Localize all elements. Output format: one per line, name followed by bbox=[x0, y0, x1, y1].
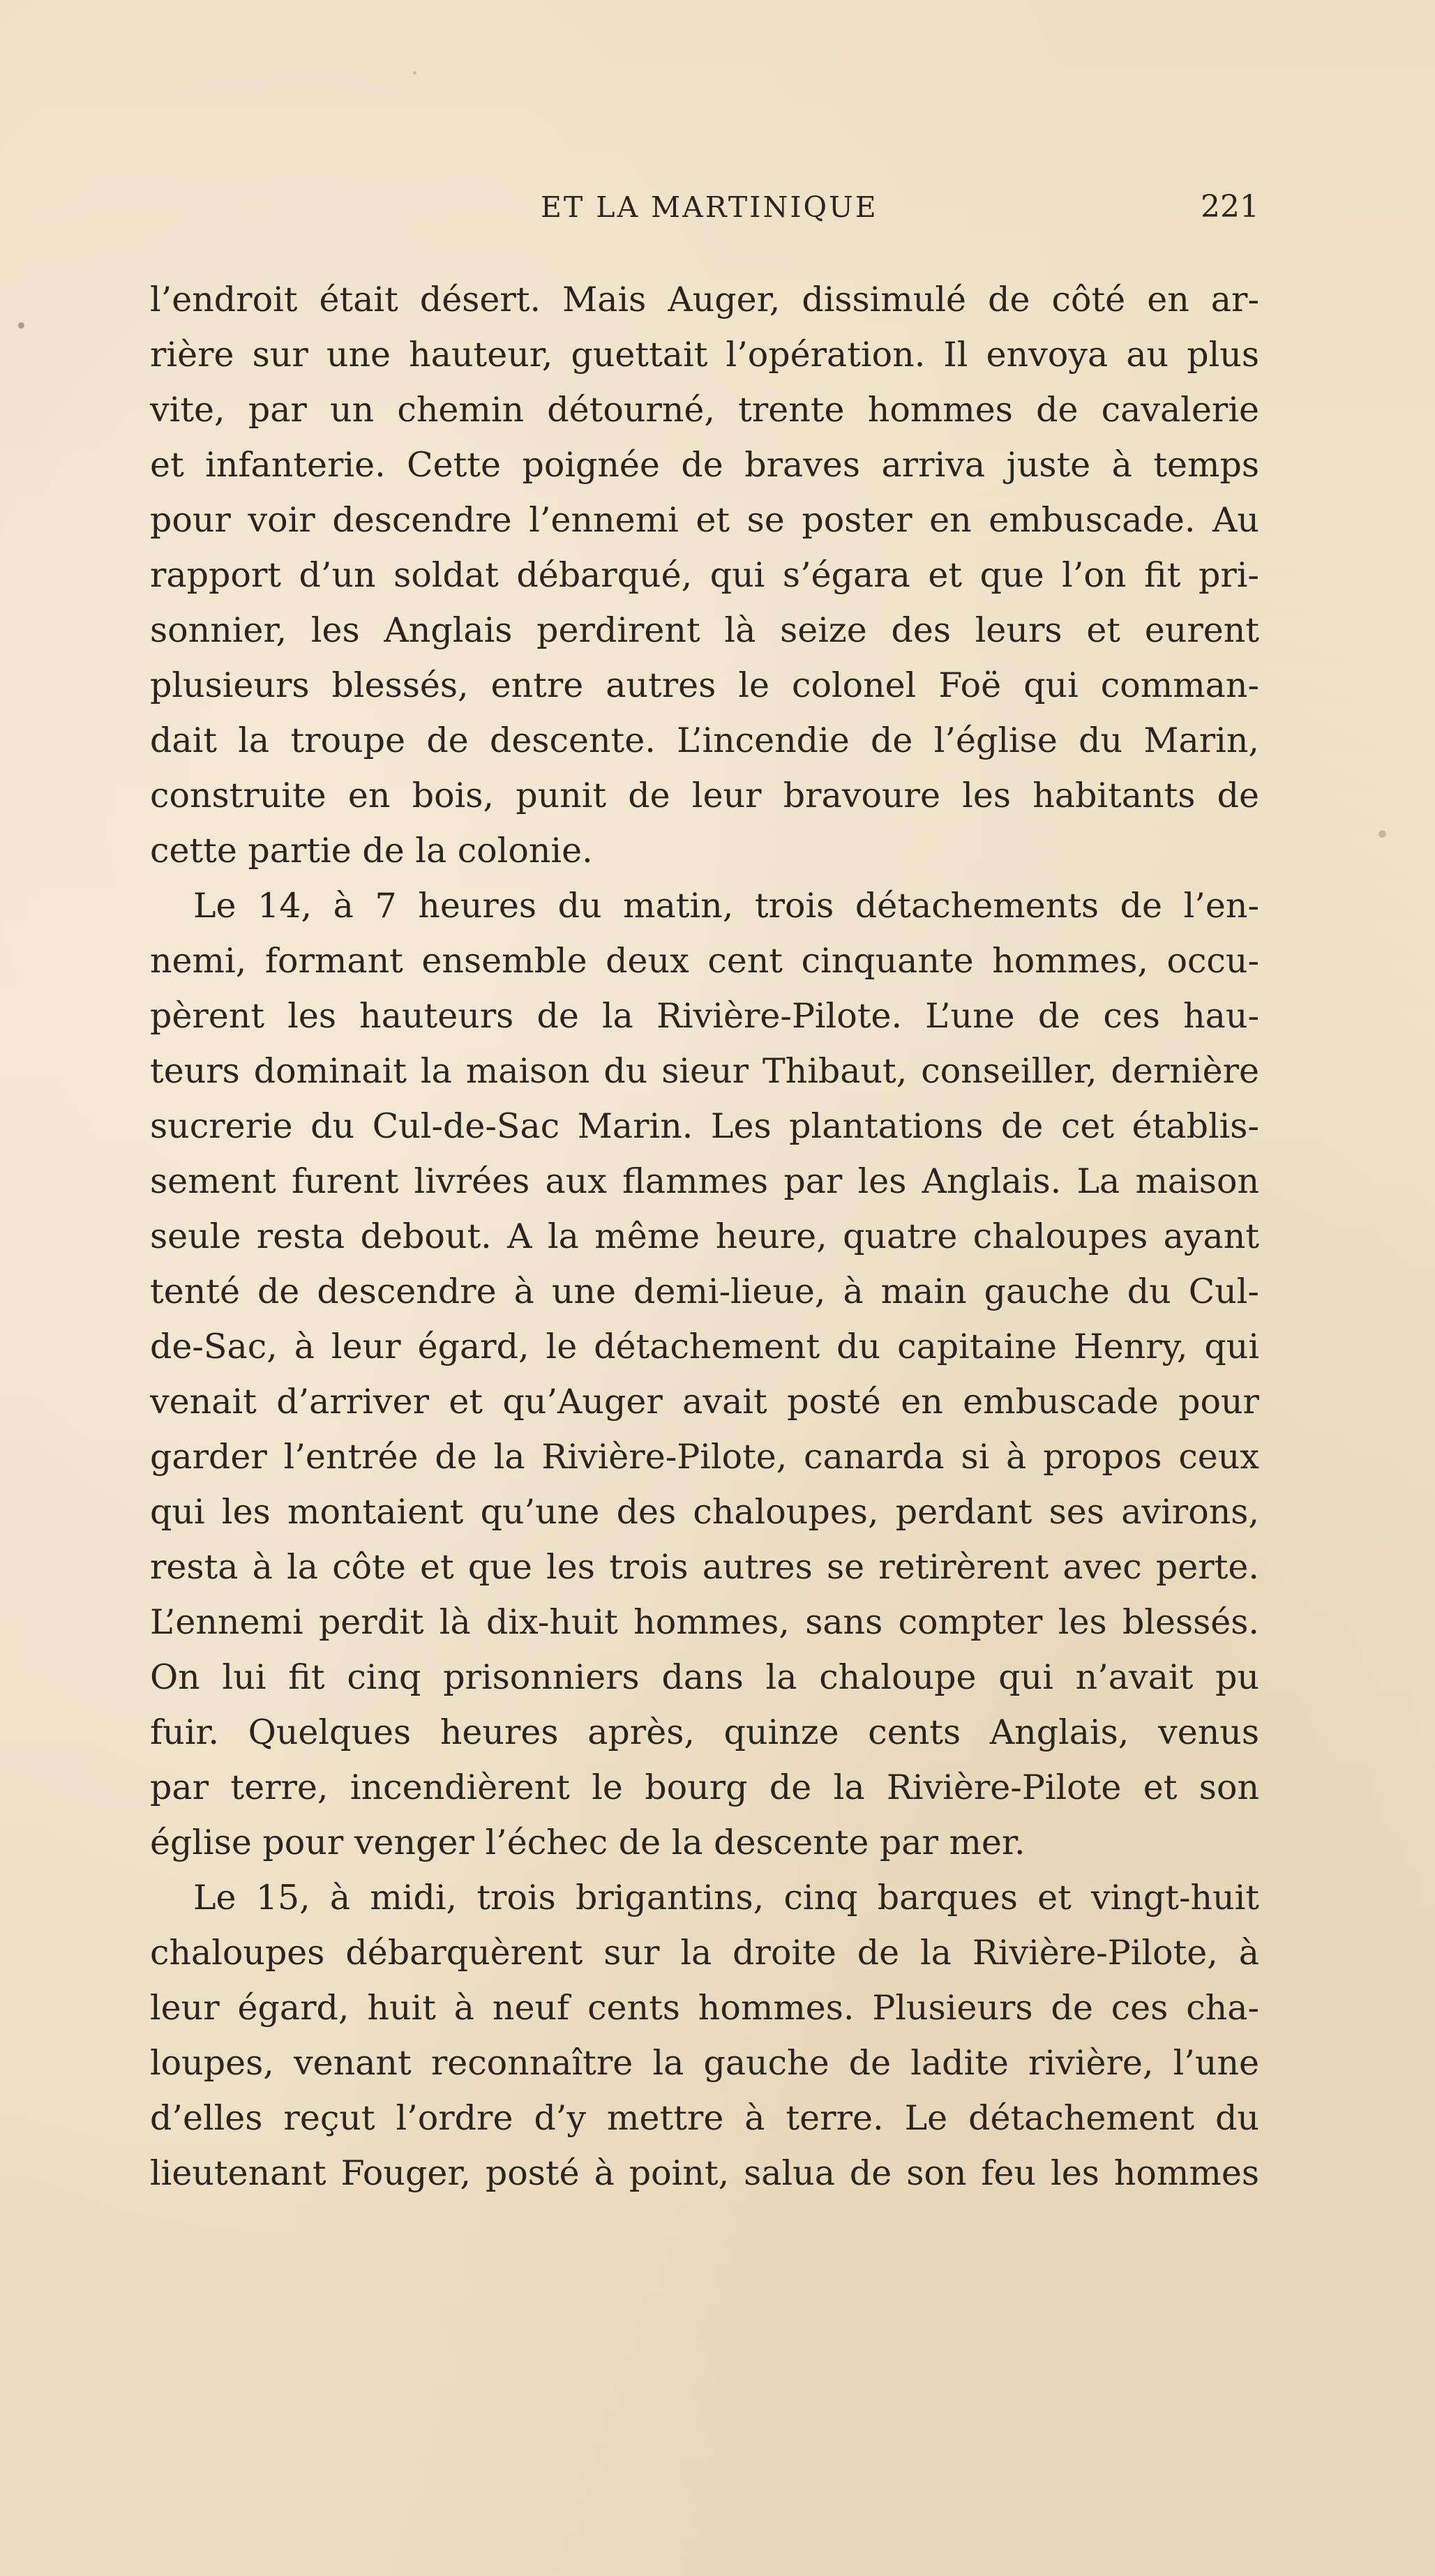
text-line: seule resta debout. A la même heure, quatre chaloupes ayant bbox=[150, 1217, 1259, 1256]
text-line: resta à la côte et que les trois autres se retirèrent avec perte. bbox=[150, 1547, 1259, 1587]
text-line: l’endroit était désert. Mais Auger, dissimulé de côté en ar- bbox=[150, 280, 1259, 319]
text-line: rapport d’un soldat débarqué, qui s’égara et que l’on fit pri- bbox=[150, 555, 1259, 595]
text-line: de-Sac, à leur égard, le détachement du capitaine Henry, qui bbox=[150, 1327, 1259, 1366]
text-line: pèrent les hauteurs de la Rivière-Pilote. L’une de ces hau- bbox=[150, 996, 1259, 1036]
text-line: pour voir descendre l’ennemi et se poster en embuscade. Au bbox=[150, 500, 1259, 540]
text-line: lieutenant Fouger, posté à point, salua de son feu les hommes bbox=[150, 2153, 1259, 2193]
paper-speck bbox=[1378, 830, 1386, 838]
text-line: plusieurs blessés, entre autres le colonel Foë qui comman- bbox=[150, 665, 1259, 705]
text-line: église pour venger l’échec de la descente par mer. bbox=[150, 1823, 1025, 1862]
text-line: garder l’entrée de la Rivière-Pilote, canarda si à propos ceux bbox=[150, 1437, 1259, 1477]
text-line: teurs dominait la maison du sieur Thibaut, conseiller, dernière bbox=[150, 1051, 1259, 1091]
text-line: fuir. Quelques heures après, quinze cents Anglais, venus bbox=[150, 1712, 1259, 1752]
text-line: sonnier, les Anglais perdirent là seize des leurs et eurent bbox=[150, 610, 1259, 650]
text-line: tenté de descendre à une demi-lieue, à main gauche du Cul- bbox=[150, 1272, 1259, 1311]
text-line: loupes, venant reconnaître la gauche de ladite rivière, l’une bbox=[150, 2043, 1259, 2083]
text-line: d’elles reçut l’ordre d’y mettre à terre. Le détachement du bbox=[150, 2098, 1259, 2138]
text-line: vite, par un chemin détourné, trente hommes de cavalerie bbox=[150, 390, 1259, 430]
text-line: leur égard, huit à neuf cents hommes. Plusieurs de ces cha- bbox=[150, 1988, 1259, 2028]
text-line: L’ennemi perdit là dix-huit hommes, sans compter les blessés. bbox=[150, 1602, 1259, 1642]
body-text bbox=[150, 272, 1259, 2201]
paper-speck bbox=[413, 71, 416, 75]
text-line: nemi, formant ensemble deux cent cinquante hommes, occu- bbox=[150, 941, 1259, 981]
paper-speck bbox=[18, 322, 24, 329]
text-line: dait la troupe de descente. L’incendie de l’église du Marin, bbox=[150, 721, 1259, 760]
text-line: Le 14, à 7 heures du matin, trois détachements de l’en- bbox=[193, 886, 1259, 926]
text-line: construite en bois, punit de leur bravoure les habitants de bbox=[150, 776, 1259, 815]
text-line: par terre, incendièrent le bourg de la Rivière-Pilote et son bbox=[150, 1768, 1259, 1807]
text-line: sucrerie du Cul-de-Sac Marin. Les plantations de cet établis- bbox=[150, 1106, 1259, 1146]
text-line: cette partie de la colonie. bbox=[150, 831, 593, 871]
text-line: On lui fit cinq prisonniers dans la chaloupe qui n’avait pu bbox=[150, 1657, 1259, 1697]
text-line: chaloupes débarquèrent sur la droite de la Rivière-Pilote, à bbox=[150, 1933, 1259, 1973]
text-line: Le 15, à midi, trois brigantins, cinq barques et vingt-huit bbox=[193, 1878, 1259, 1918]
page-number: 221 bbox=[1201, 189, 1259, 225]
text-line: et infanterie. Cette poignée de braves arriva juste à temps bbox=[150, 445, 1259, 485]
running-head: ET LA MARTINIQUE bbox=[541, 190, 878, 224]
text-line: rière sur une hauteur, guettait l’opération. Il envoya au plus bbox=[150, 335, 1259, 375]
text-line: venait d’arriver et qu’Auger avait posté en embuscade pour bbox=[150, 1382, 1259, 1422]
text-line: qui les montaient qu’une des chaloupes, perdant ses avirons, bbox=[150, 1492, 1259, 1532]
page-header bbox=[150, 183, 1259, 232]
text-line: sement furent livrées aux flammes par les Anglais. La maison bbox=[150, 1161, 1259, 1201]
